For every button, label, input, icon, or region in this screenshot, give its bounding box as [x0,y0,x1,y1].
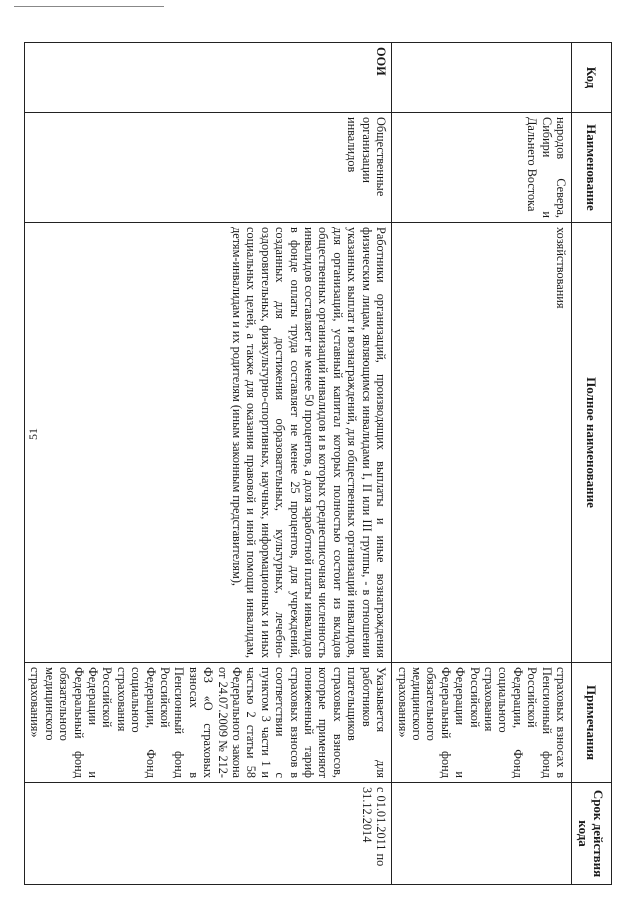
header-full-name: Полное наименование [572,223,612,663]
cell-validity [392,783,572,885]
scan-artifact-line [14,6,164,7]
header-validity: Срок действия кода [572,783,612,885]
codes-table [24,42,612,885]
cell-validity: с 01.01.2011 по 31.12.2014 [24,783,391,885]
page-number: 51 [26,428,40,440]
cell-code: ООИ [24,43,391,113]
cell-full-name: хозяйствования [392,223,572,663]
header-name: Наименование [572,113,612,223]
cell-notes: страховых взносах в Пенсионный фонд Российской Федерации, Фонд социального страхования Российской Федерации и Федеральный фонд обязательного медицинского страхования» [392,663,572,783]
cell-name: Общественные организации инвалидов [24,113,391,223]
table-row [392,43,572,885]
table-row [24,43,391,885]
cell-code [392,43,572,113]
cell-notes: Указывается для работников плательщиков страховых взносов, которые применяют пониженный тариф страховых взносов в соответствии с пунктом 3 части 1 и частью 2 статьи 58 Федерального закона от 24.07.2009 № 212-ФЗ «О страховых взносах в Пенсионный фонд Российской Федерации, Фонд социального страхования Российской Федерации и Федеральный фонд обязательного медицинского страхования» [24,663,391,783]
header-notes: Примечания [572,663,612,783]
cell-name: народов Севера, Сибири и Дальнего Востока [392,113,572,223]
cell-full-name: Работники организаций, производящих выплаты и иные вознаграждения физическим лицам, являющимся инвалидами I, II или III группы, - в отношении указанных выплат и вознаграждений, для общественных организаций инвалидов, для организаций, уставный капитал которых полностью состоит из вкладов общественных организаций инвалидов и в которых среднесписочная численность инвалидов составляет не менее 50 процентов, а доля заработной платы инвалидов в фонде оплаты труда составляет не менее 25 процентов, для учреждений, созданных для достижения образовательных, культурных, лечебно-оздоровительных, физкультурно-спортивных, научных, информационных и иных социальных целей, а также для оказания правовой и иной помощи инвалидам, детям-инвалидам и их родителям (иным законным представителям), [24,223,391,663]
table-header-row [572,43,612,885]
header-code: Код [572,43,612,113]
